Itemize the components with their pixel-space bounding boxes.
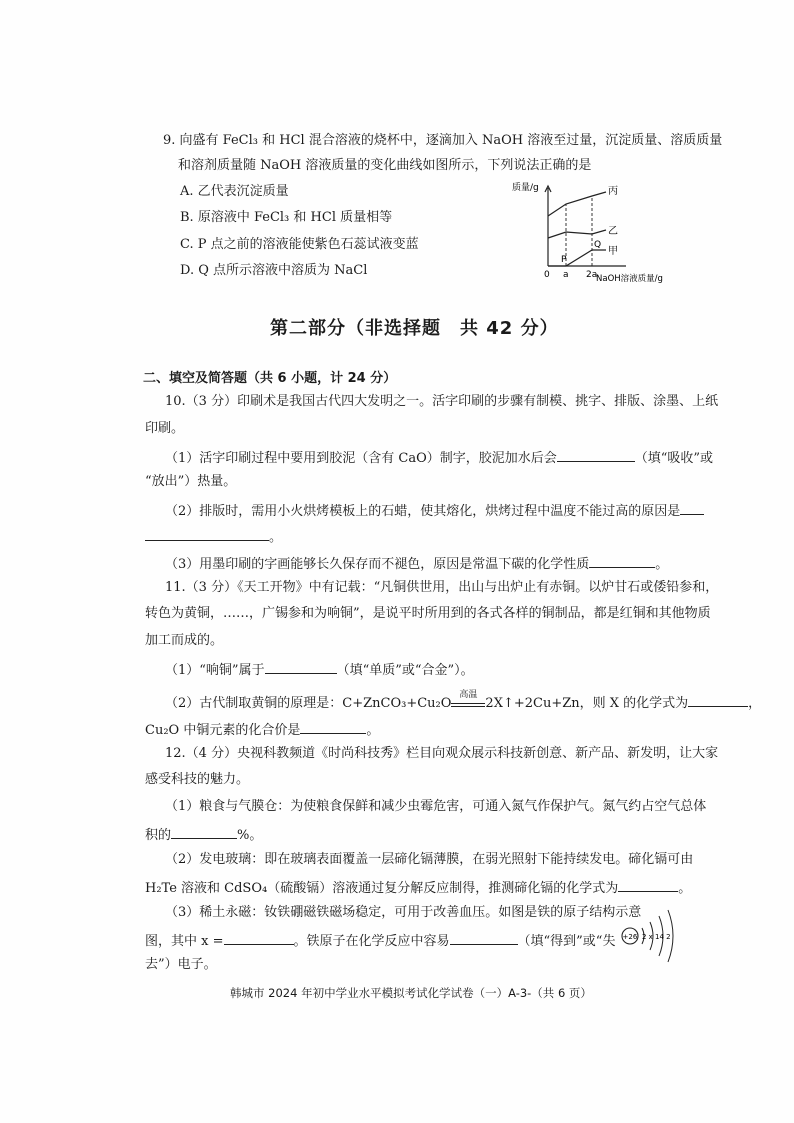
page-footer: 韩城市 2024 年初中学业水平模拟考试化学试卷（一）A-3-（共 6 页） bbox=[230, 986, 592, 1000]
q11-stem-line1: 11.（3 分）《天工开物》中有记载：“凡铜供世用，出山与出炉止有赤铜。以炉甘石或倭铅参和， bbox=[165, 580, 719, 595]
q10-stem-line2: 印刷。 bbox=[145, 421, 185, 436]
graph-y-label: 质量/g bbox=[512, 183, 539, 193]
q10-part2-blank-a[interactable] bbox=[680, 500, 704, 515]
q12-part1-text-b: 积的 bbox=[145, 828, 172, 843]
q10-part2-end: 。 bbox=[269, 530, 283, 545]
q12-part2: （2）发电玻璃：即在玻璃表面覆盖一层碲化镉薄膜，在弱光照射下能持续发电。碲化镉可由 bbox=[165, 852, 694, 867]
q10-part1 bbox=[165, 447, 713, 468]
graph-origin: 0 bbox=[544, 270, 550, 280]
q11-part1-text: （1）“响铜”属于 bbox=[165, 663, 265, 678]
q12-part1-cont bbox=[145, 824, 262, 845]
curve-yi bbox=[548, 230, 606, 238]
q11-part2-text-d: Cu₂O 中铜元素的化合价是 bbox=[145, 723, 301, 738]
q12-part2-cont bbox=[145, 877, 691, 898]
q11-part2-blank-a[interactable] bbox=[688, 692, 748, 707]
curve-jia bbox=[548, 250, 606, 266]
q12-part3-cont bbox=[145, 930, 615, 951]
graph-tick-2a: 2a bbox=[586, 270, 598, 280]
graph-label-jia: 甲 bbox=[608, 246, 618, 257]
part2-title: 第二部分（非选择题 共 42 分） bbox=[270, 318, 559, 339]
q11-part1-hint: （填“单质”或“合金”）。 bbox=[336, 663, 474, 678]
iron-atom-diagram bbox=[618, 902, 680, 966]
q11-part2-cont bbox=[145, 719, 379, 740]
q12-part2-blank[interactable] bbox=[618, 877, 678, 892]
q12-part3-end: 去”）电子。 bbox=[145, 957, 217, 972]
q12-part3: （3）稀土永磁：钕铁硼磁铁磁场稳定，可用于改善血压。如图是铁的原子结构示意 bbox=[165, 905, 642, 920]
graph-label-yi: 乙 bbox=[608, 226, 618, 237]
q11-stem-line3: 加工而成的。 bbox=[145, 633, 224, 648]
q9-stem-line1: 9. 向盛有 FeCl₃ 和 HCl 混合溶液的烧杯中，逐滴加入 NaOH 溶液至过量，沉淀质量、溶质质量 bbox=[163, 133, 723, 148]
q11-part2-text-b: 2X↑+2Cu+Zn，则 X 的化学式为 bbox=[485, 696, 689, 711]
atom-shell-numbers: 2 x 14 2 bbox=[642, 933, 671, 941]
q10-part2 bbox=[165, 500, 704, 521]
q12-part1-unit: %。 bbox=[237, 828, 263, 843]
q11-part2-comma: ， bbox=[748, 696, 762, 711]
q12-part3-text-c: 。铁原子在化学反应中容易 bbox=[293, 934, 450, 949]
graph-x-label: NaOH溶液质量/g bbox=[596, 274, 663, 284]
q12-part3-hint: （填“得到”或“失 bbox=[517, 934, 616, 949]
q9-stem-line2: 和溶剂质量随 NaOH 溶液质量的变化曲线如图所示，下列说法正确的是 bbox=[178, 158, 592, 173]
atom-nucleus-label: +26 bbox=[622, 933, 638, 941]
q10-part2-text: （2）排版时，需用小火烘烤模板上的石蜡，使其熔化，烘烤过程中温度不能过高的原因是 bbox=[165, 504, 681, 519]
q10-part3-text: （3）用墨印刷的字画能够长久保存而不褪色，原因是常温下碳的化学性质 bbox=[165, 557, 590, 572]
q10-part3-blank[interactable] bbox=[589, 553, 655, 568]
q10-part1-hint: （填“吸收”或 bbox=[634, 451, 714, 466]
q11-part2-blank-b[interactable] bbox=[300, 719, 366, 734]
curve-bing bbox=[548, 192, 606, 216]
graph-point-q: Q bbox=[594, 240, 602, 250]
graph-point-p: P bbox=[561, 255, 567, 265]
section2-heading: 二、填空及简答题（共 6 小题，计 24 分） bbox=[143, 371, 397, 386]
q10-part3 bbox=[165, 553, 668, 574]
graph-tick-a: a bbox=[563, 270, 569, 280]
q11-part1-blank[interactable] bbox=[265, 659, 337, 674]
q9-option-c: C. P 点之前的溶液能使紫色石蕊试液变蓝 bbox=[180, 237, 419, 252]
q12-part3-blank-x[interactable] bbox=[224, 930, 294, 945]
q11-part2-end: 。 bbox=[366, 723, 380, 738]
q12-part1-blank[interactable] bbox=[171, 824, 237, 839]
q12-part2-end: 。 bbox=[678, 881, 692, 896]
q12-part2-text-b: H₂Te 溶液和 CdSO₄（硫酸镉）溶液通过复分解反应制得，推测碲化镉的化学式为 bbox=[145, 881, 619, 896]
q10-part2-blank-b[interactable] bbox=[145, 526, 269, 541]
q10-stem-line1: 10.（3 分）印刷术是我国古代四大发明之一。活字印刷的步骤有制模、挑字、排版、涂墨、上纸 bbox=[165, 394, 719, 409]
q12-part1: （1）粮食与气膜仓：为使粮食保鲜和减少虫霉危害，可通入氮气作保护气。氮气约占空气总体 bbox=[165, 799, 707, 814]
q11-stem-line2: 转色为黄铜，……，广锡参和为响铜”，是说平时所用到的各式各样的铜制品，都是红铜和其他物质 bbox=[145, 606, 711, 621]
q12-stem-line1: 12.（4 分）央视科教频道《时尚科技秀》栏目向观众展示科技新创意、新产品、新发明，让大家 bbox=[165, 746, 719, 761]
q10-part1-cont: “放出”）热量。 bbox=[145, 474, 237, 489]
q9-option-d: D. Q 点所示溶液中溶质为 NaCl bbox=[180, 263, 368, 278]
q10-part1-blank[interactable] bbox=[557, 447, 635, 462]
q12-stem-line2: 感受科技的魅力。 bbox=[145, 772, 250, 787]
q9-option-a: A. 乙代表沉淀质量 bbox=[180, 184, 289, 199]
q11-part1 bbox=[165, 659, 474, 680]
reaction-condition: 高温 bbox=[459, 690, 478, 700]
q10-part3-end: 。 bbox=[655, 557, 669, 572]
q11-part2-text: （2）古代制取黄铜的原理是：C+ZnCO₃+Cu₂O bbox=[165, 696, 452, 711]
q10-part1-text: （1）活字印刷过程中要用到胶泥（含有 CaO）制字，胶泥加水后会 bbox=[165, 451, 557, 466]
q9-option-b: B. 原溶液中 FeCl₃ 和 HCl 质量相等 bbox=[180, 210, 393, 225]
reaction-arrow bbox=[451, 690, 485, 707]
q10-part2-cont bbox=[145, 526, 282, 547]
q11-part2 bbox=[165, 692, 761, 713]
graph-label-bing: 丙 bbox=[608, 186, 618, 197]
q9-graph bbox=[510, 178, 670, 288]
q12-part3-text-b: 图，其中 x = bbox=[145, 934, 224, 949]
q12-part3-blank-b[interactable] bbox=[450, 930, 518, 945]
